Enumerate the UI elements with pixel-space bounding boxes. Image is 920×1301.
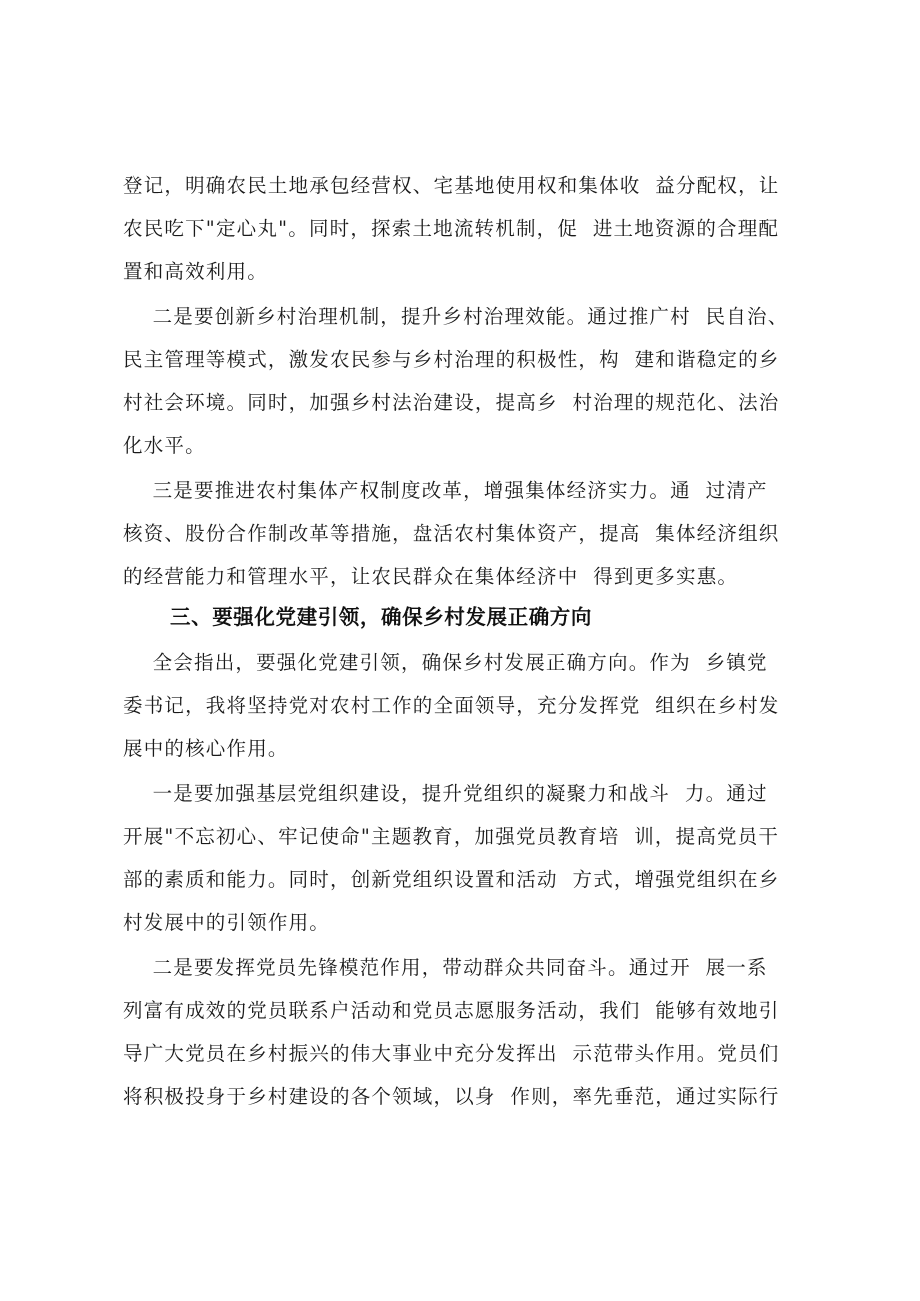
paragraph-5-line-4: 村发展中的引领作用。 xyxy=(123,911,331,934)
paragraph-6-line-1: 二是要发挥党员先锋模范作用，带动群众共同奋斗。通过开 展一系 xyxy=(123,956,768,979)
paragraph-4-line-1: 全会指出，要强化党建引领，确保乡村发展正确方向。作为 乡镇党 xyxy=(123,651,768,674)
paragraph-6-line-2: 列富有成效的党员联系户活动和党员志愿服务活动，我们 能够有效地引 xyxy=(123,999,780,1022)
section-heading: 三、要强化党建引领，确保乡村发展正确方向 xyxy=(170,605,592,629)
paragraph-3-line-1: 三是要推进农村集体产权制度改革，增强集体经济实力。通 过清产 xyxy=(123,479,768,502)
paragraph-1-line-3: 置和高效利用。 xyxy=(123,260,268,283)
paragraph-2-line-1: 二是要创新乡村治理机制，提升乡村治理效能。通过推广村 民自治、 xyxy=(123,305,789,328)
paragraph-6-line-3: 导广大党员在乡村振兴的伟大事业中充分发挥出 示范带头作用。党员们 xyxy=(123,1042,780,1065)
paragraph-2-line-2: 民主管理等模式，激发农民参与乡村治理的积极性，构 建和谐稳定的乡 xyxy=(123,348,780,371)
paragraph-5-line-2: 开展"不忘初心、牢记使命"主题教育，加强党员教育培 训，提高党员干 xyxy=(123,825,780,848)
paragraph-6-line-4: 将积极投身于乡村建设的各个领域，以身 作则，率先垂范，通过实际行 xyxy=(123,1085,780,1108)
paragraph-1-line-1: 登记，明确农民土地承包经营权、宅基地使用权和集体收 益分配权，让 xyxy=(123,174,780,197)
paragraph-2-line-4: 化水平。 xyxy=(123,434,206,457)
paragraph-3-line-3: 的经营能力和管理水平，让农民群众在集体经济中 得到更多实惠。 xyxy=(123,565,739,588)
paragraph-4-line-2: 委书记，我将坚持党对农村工作的全面领导，充分发挥党 组织在乡村发 xyxy=(123,694,780,717)
paragraph-4-line-3: 展中的核心作用。 xyxy=(123,737,289,760)
paragraph-1-line-2: 农民吃下"定心丸"。同时，探索土地流转机制，促 进土地资源的合理配 xyxy=(123,217,780,240)
paragraph-3-line-2: 核资、股份合作制改革等措施，盘活农村集体资产，提高 集体经济组织 xyxy=(123,522,780,545)
paragraph-5-line-3: 部的素质和能力。同时，创新党组织设置和活动 方式，增强党组织在乡 xyxy=(123,868,780,891)
paragraph-2-line-3: 村社会环境。同时，加强乡村法治建设，提高乡 村治理的规范化、法治 xyxy=(123,391,780,414)
paragraph-5-line-1: 一是要加强基层党组织建设，提升党组织的凝聚力和战斗 力。通过 xyxy=(123,782,768,805)
